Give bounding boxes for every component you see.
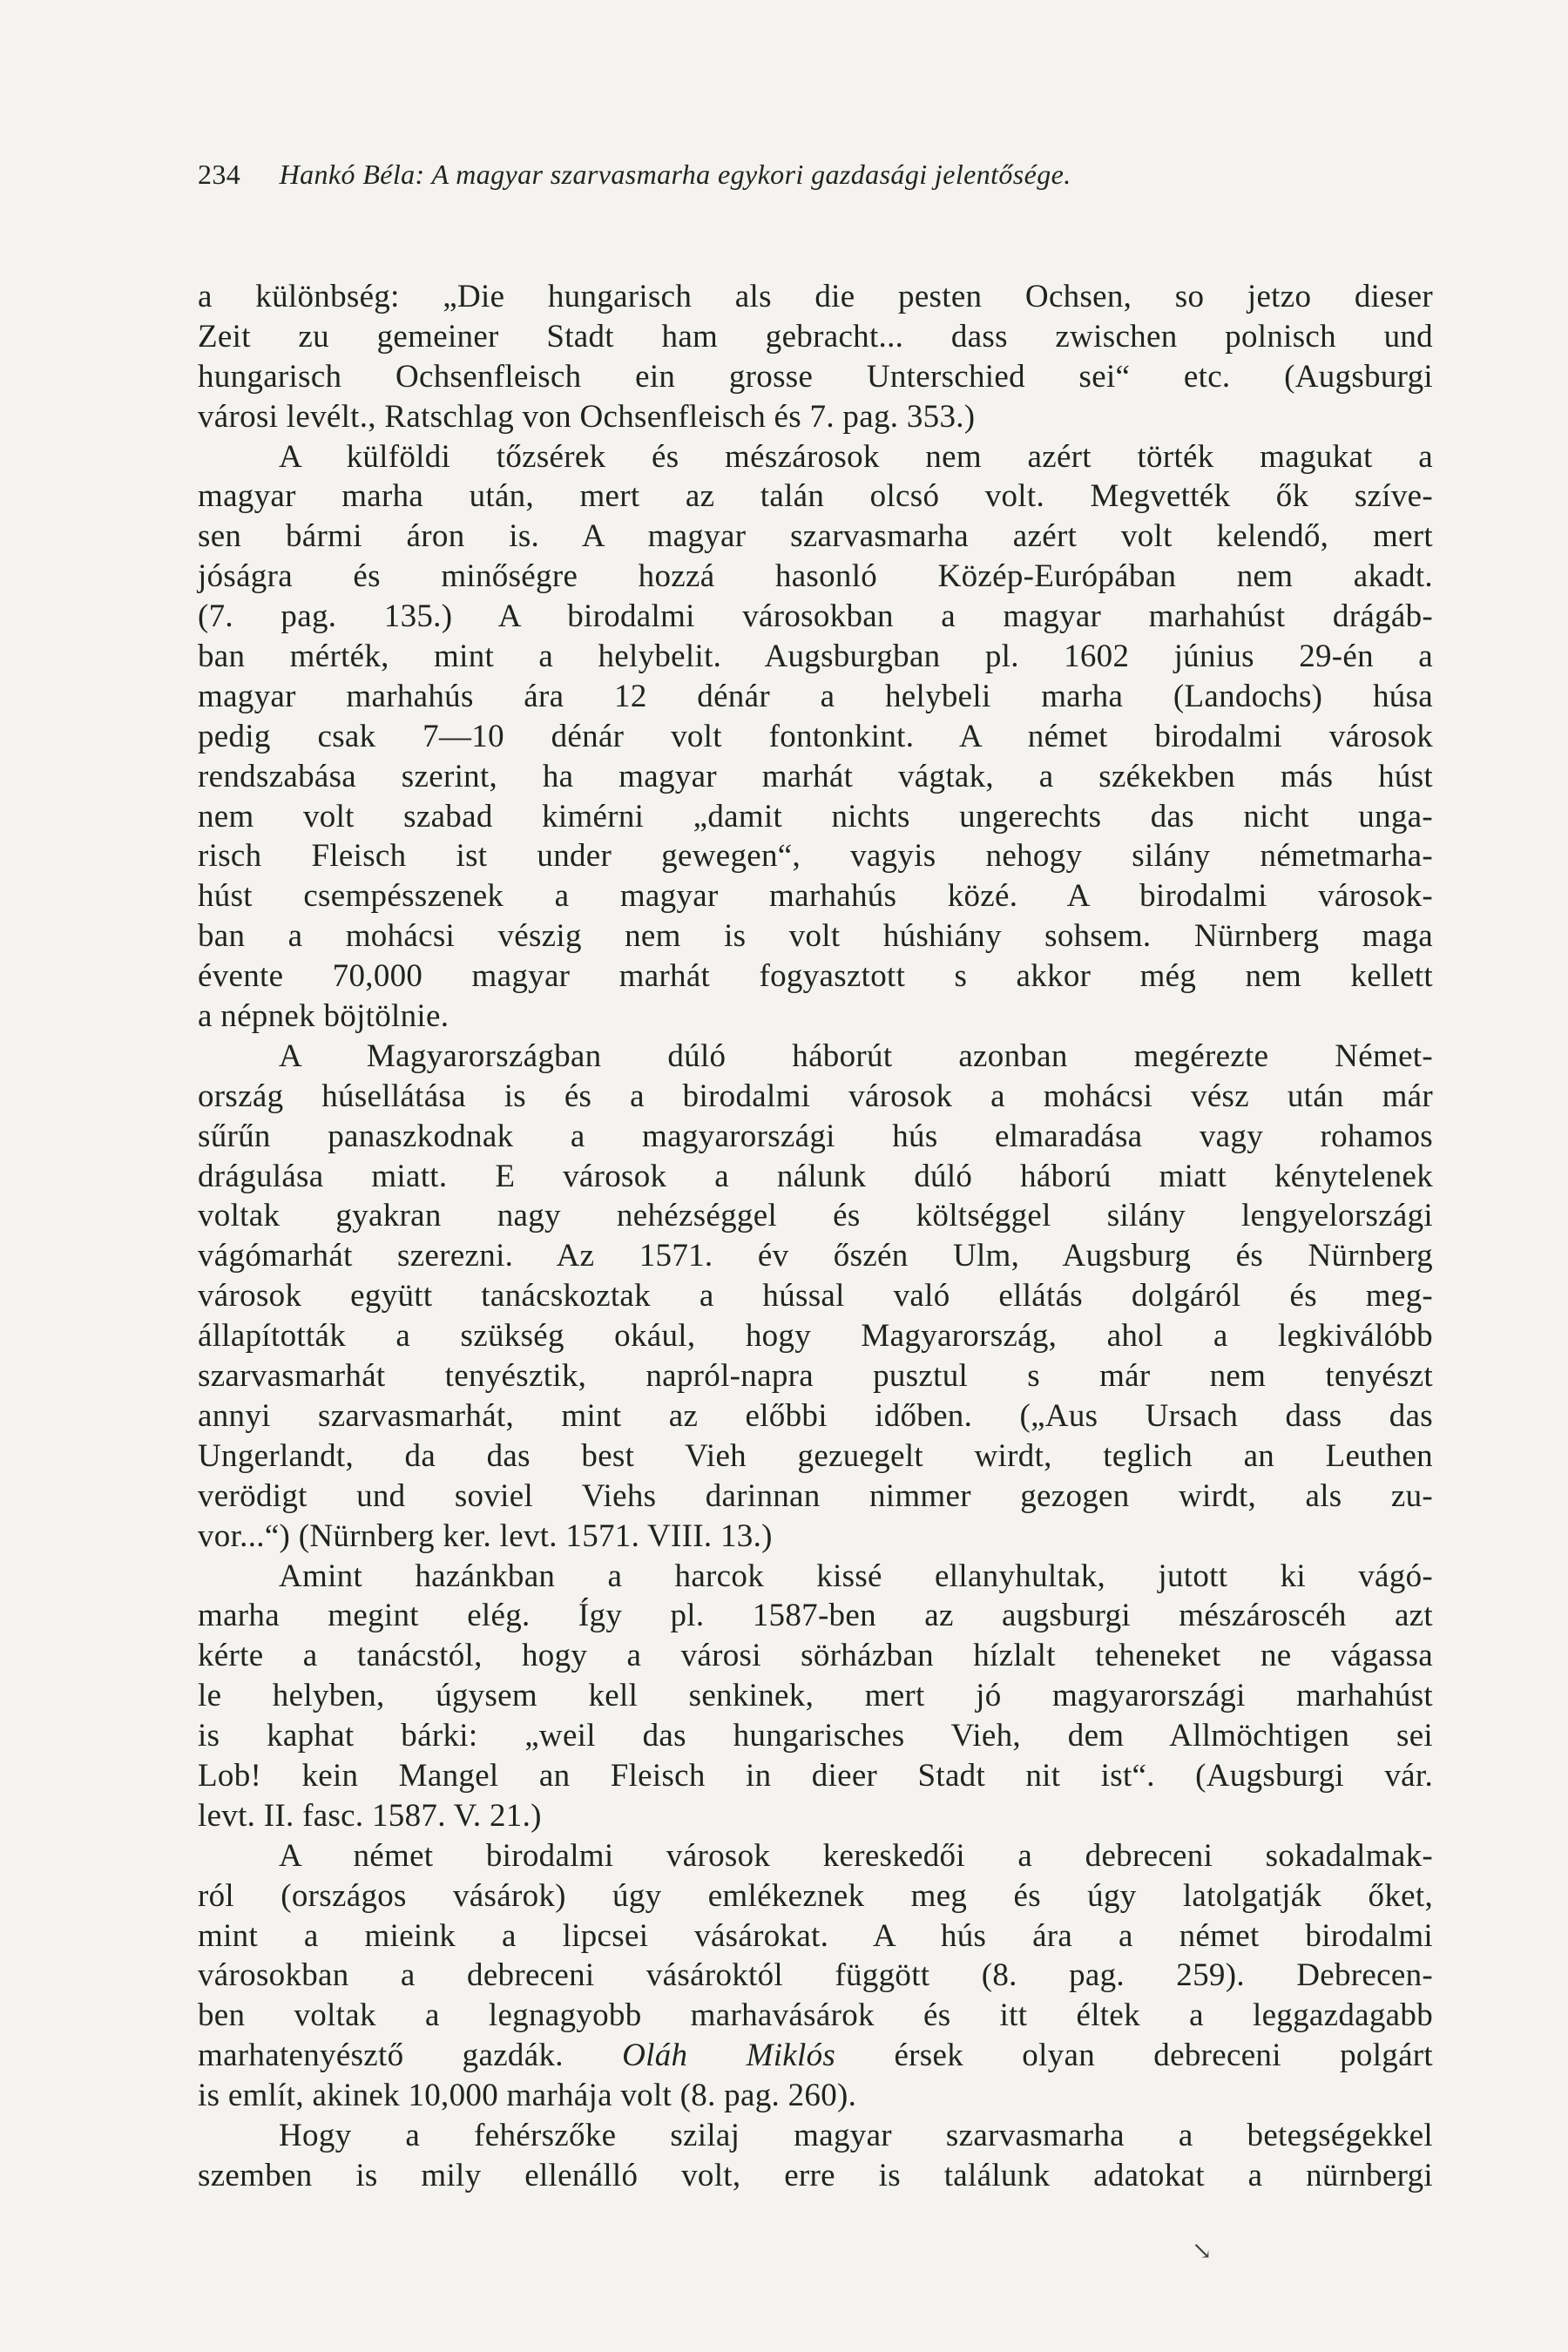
text-line: sűrűn panaszkodnak a magyarországi hús elmaradása vagy rohamos <box>198 1118 1433 1154</box>
text-line: a népnek böjtölnie. <box>198 998 449 1035</box>
text-line: le helyben, úgysem kell senkinek, mert jó magyarországi marhahúst <box>198 1678 1433 1714</box>
text-line: a különbség: „Die hungarisch als die pesten Ochsen, so jetzo dieser <box>198 279 1433 314</box>
text-line: ban a mohácsi vészig nem is volt húshiány sohsem. Nürnberg maga <box>198 918 1433 955</box>
text-line: (7. pag. 135.) A birodalmi városokban a magyar marhahúst drágáb- <box>198 598 1433 635</box>
text-line: ban mérték, mint a helybelit. Augsburgban pl. 1602 június 29-én a <box>198 639 1433 675</box>
text-line: Ungerlandt, da das best Vieh gezuegelt wirdt, teglich an Leuthen <box>198 1437 1433 1474</box>
text-line: állapították a szükség okául, hogy Magyarország, ahol a legkiválóbb <box>198 1318 1433 1355</box>
text-line: városokban a debreceni vásároktól függött (8. pag. 259). Debrecen- <box>198 1957 1433 1994</box>
text-line: évente 70,000 magyar marhát fogyasztott s akkor még nem kellett <box>198 958 1433 995</box>
text-segment: marhatenyésztő gazdák. <box>198 2038 564 2074</box>
text-line: jóságra és minőségre hozzá hasonló Közép-Európában nem akadt. <box>198 558 1433 595</box>
page-number: 234 <box>198 159 241 190</box>
stray-ink-mark: ↘ <box>1192 2238 1213 2265</box>
paragraph-start-line: Hogy a fehérszőke szilaj magyar szarvasmarha a betegségekkel <box>279 2117 1433 2153</box>
text-line: kérte a tanácstól, hogy a városi sörházban hízlalt teheneket ne vágassa <box>198 1638 1433 1674</box>
text-line: levt. II. fasc. 1587. V. 21.) <box>198 1797 542 1834</box>
paragraph-start-line: A külföldi tőzsérek és mészárosok nem azért törték magukat a <box>279 438 1433 475</box>
text-line: városok együtt tanácskoztak a hússal való ellátás dolgáról és meg- <box>198 1278 1433 1315</box>
text-line: pedig csak 7—10 dénár volt fontonkint. A német birodalmi városok <box>198 718 1433 754</box>
paragraph-start-line: A német birodalmi városok kereskedői a debreceni sokadalmak- <box>279 1837 1433 1874</box>
text-line: annyi szarvasmarhát, mint az előbbi időben. („Aus Ursach dass das <box>198 1397 1433 1434</box>
text-line: sen bármi áron is. A magyar szarvasmarha azért volt kelendő, mert <box>198 518 1433 555</box>
text-line: ben voltak a legnagyobb marhavásárok és itt éltek a leggazdagabb <box>198 1997 1433 2034</box>
paragraph-start-line: Amint hazánkban a harcok kissé ellanyhultak, jutott ki vágó- <box>279 1558 1433 1594</box>
text-line: is kaphat bárki: „weil das hungarisches Vieh, dem Allmöchtigen sei <box>198 1718 1433 1754</box>
text-line: rendszabása szerint, ha magyar marhát vágtak, a székekben más húst <box>198 758 1433 794</box>
text-line: risch Fleisch ist under gewegen“, vagyis nehogy silány németmarha- <box>198 838 1433 875</box>
paragraph-start-line: A Magyarországban dúló háborút azonban megérezte Német- <box>279 1037 1433 1074</box>
page-header <box>198 157 1417 192</box>
text-line: is említ, akinek 10,000 marhája volt (8. pag. 260). <box>198 2078 857 2114</box>
text-line: ország húsellátása is és a birodalmi városok a mohácsi vész után már <box>198 1078 1433 1114</box>
text-line: voltak gyakran nagy nehézséggel és költséggel silány lengyelországi <box>198 1198 1433 1234</box>
text-line: szemben is mily ellenálló volt, erre is találunk adatokat a nürnbergi <box>198 2157 1433 2193</box>
text-line: városi levélt., Ratschlag von Ochsenfleisch és 7. pag. 353.) <box>198 398 976 435</box>
text-line: mint a mieink a lipcsei vásárokat. A hús ára a német birodalmi <box>198 1917 1433 1954</box>
text-line: Zeit zu gemeiner Stadt ham gebracht... dass zwischen polnisch und <box>198 318 1433 355</box>
text-line: magyar marha után, mert az talán olcsó volt. Megvették ők szíve- <box>198 478 1433 515</box>
text-line: Lob! kein Mangel an Fleisch in dieer Stadt nit ist“. (Augsburgi vár. <box>198 1757 1433 1794</box>
text-line <box>198 2036 1433 2076</box>
text-line: magyar marhahús ára 12 dénár a helybeli marha (Landochs) húsa <box>198 678 1433 714</box>
text-line: szarvasmarhát tenyésztik, napról-napra pusztul s már nem tenyészt <box>198 1358 1433 1395</box>
person-name: Oláh Miklós <box>622 2038 836 2074</box>
text-line: marha megint elég. Így pl. 1587-ben az augsburgi mészároscéh azt <box>198 1598 1433 1634</box>
text-segment: érsek olyan debreceni polgárt <box>894 2038 1433 2074</box>
text-line: húst csempésszenek a magyar marhahús közé. A birodalmi városok- <box>198 878 1433 915</box>
text-line: hungarisch Ochsenfleisch ein grosse Unterschied sei“ etc. (Augsburgi <box>198 358 1433 395</box>
body-text <box>198 277 1433 2196</box>
running-title: Hankó Béla: A magyar szarvasmarha egykori gazdasági jelentősége. <box>279 159 1071 190</box>
text-line: vágómarhát szerezni. Az 1571. év őszén Ulm, Augsburg és Nürnberg <box>198 1238 1433 1274</box>
text-line: drágulása miatt. E városok a nálunk dúló háború miatt kénytelenek <box>198 1158 1433 1194</box>
text-line: nem volt szabad kimérni „damit nichts ungerechts das nicht unga- <box>198 798 1433 835</box>
text-line: verödigt und soviel Viehs darinnan nimmer gezogen wirdt, als zu- <box>198 1477 1433 1514</box>
text-line: vor...“) (Nürnberg ker. levt. 1571. VIII. 13.) <box>198 1517 773 1554</box>
text-line: ról (országos vásárok) úgy emlékeznek meg és úgy latolgatják őket, <box>198 1877 1433 1914</box>
